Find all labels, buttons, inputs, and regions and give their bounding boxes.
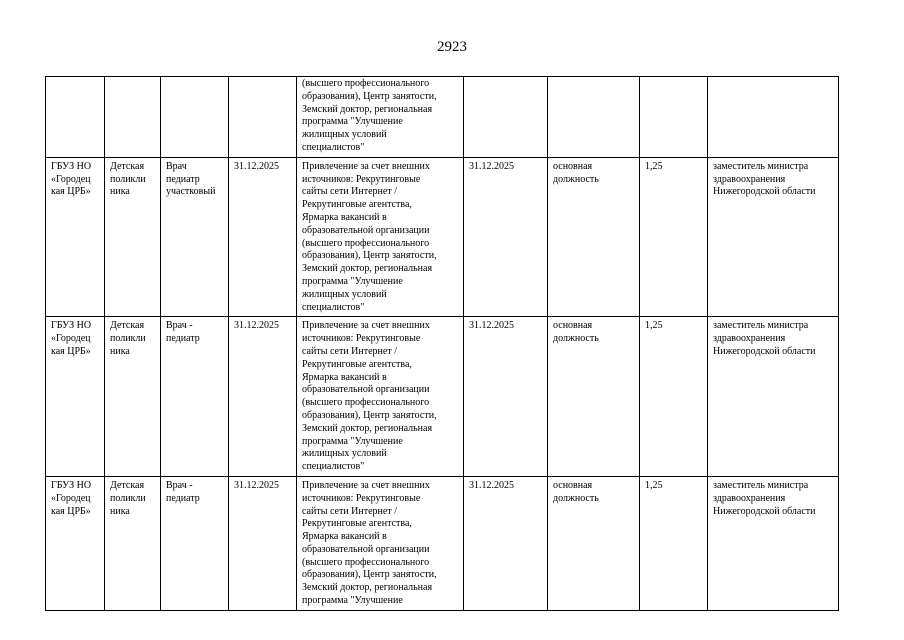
method-line: Привлечение за счет внешних (302, 320, 430, 332)
method-line: Земский доктор, региональная (302, 422, 433, 434)
org-line: кая ЦРБ» (51, 186, 91, 198)
cell-deadline (464, 77, 548, 158)
method-line: Рекрутинговые агентства, (302, 199, 412, 211)
cell-position (161, 77, 229, 158)
method-line: образовательной организации (302, 543, 430, 555)
cell-rate: 1,25 (640, 317, 708, 477)
method-line: Рекрутинговые агентства, (302, 518, 412, 530)
position-line: педиатр (166, 492, 200, 504)
cell-org (46, 317, 105, 477)
method-line: программа "Улучшение (302, 435, 403, 447)
responsible-line: здравоохранения (713, 333, 786, 345)
responsible-line: заместитель министра (713, 320, 809, 332)
table-row-continuation (46, 77, 839, 158)
cell-method (297, 317, 464, 477)
method-line: (высшего профессионального (302, 237, 430, 249)
method-line: сайты сети Интернет / (302, 345, 397, 357)
position-line: участковый (166, 186, 216, 198)
method-line: специалистов" (302, 141, 365, 153)
cell-dept (105, 317, 161, 477)
org-line: ГБУЗ НО (51, 160, 92, 172)
cell-dept (105, 157, 161, 317)
cell-org (46, 157, 105, 317)
cell-job-type (548, 77, 640, 158)
cell-rate (640, 77, 708, 158)
cell-responsible (708, 476, 839, 610)
cell-dept (105, 77, 161, 158)
cell-date: 31.12.2025 (229, 317, 297, 477)
cell-position (161, 317, 229, 477)
cell-position (161, 476, 229, 610)
dept-line: ника (110, 186, 130, 198)
org-line: ГБУЗ НО (51, 320, 92, 332)
responsible-line: заместитель министра (713, 479, 809, 491)
org-line: «Городец (51, 333, 91, 345)
method-line: (высшего профессионального (302, 556, 430, 568)
cell-date: 31.12.2025 (229, 157, 297, 317)
cell-job-type (548, 476, 640, 610)
method-line: Земский доктор, региональная (302, 582, 433, 594)
method-line: программа "Улучшение (302, 595, 403, 607)
page-number: 2923 (437, 39, 467, 55)
cell-deadline: 31.12.2025 (464, 476, 548, 610)
responsible-line: Нижегородской области (713, 186, 816, 198)
table-row (46, 157, 839, 317)
cell-deadline: 31.12.2025 (464, 157, 548, 317)
cell-method (297, 157, 464, 317)
dept-line: поликли (110, 173, 146, 185)
dept-line: Детская (110, 479, 145, 491)
method-line: источников: Рекрутинговые (302, 492, 421, 504)
cell-responsible (708, 77, 839, 158)
method-line: Привлечение за счет внешних (302, 479, 430, 491)
method-line: источников: Рекрутинговые (302, 333, 421, 345)
cell-responsible (708, 317, 839, 477)
method-line: Ярмарка вакансий в (302, 211, 387, 223)
job-type-line: должность (553, 333, 599, 345)
method-line: сайты сети Интернет / (302, 186, 397, 198)
cell-org (46, 476, 105, 610)
org-line: кая ЦРБ» (51, 345, 91, 357)
table-row (46, 476, 839, 610)
position-line: Врач - (166, 479, 193, 491)
method-line: (высшего профессионального (302, 397, 430, 409)
method-line: жилищных условий (302, 288, 387, 300)
method-line: образования), Центр занятости, (302, 409, 437, 421)
cell-date: 31.12.2025 (229, 476, 297, 610)
method-line: образования), Центр занятости, (302, 569, 437, 581)
job-type-line: должность (553, 173, 599, 185)
job-type-line: основная (553, 160, 593, 172)
dept-line: поликли (110, 333, 146, 345)
job-type-line: должность (553, 492, 599, 504)
method-line: Земский доктор, региональная (302, 263, 433, 275)
dept-line: Детская (110, 320, 145, 332)
method-line: Ярмарка вакансий в (302, 371, 387, 383)
method-line: образовательной организации (302, 224, 430, 236)
cell-dept (105, 476, 161, 610)
cell-method (297, 77, 464, 158)
org-line: «Городец (51, 492, 91, 504)
staffing-plan-table (45, 76, 839, 611)
method-line: специалистов" (302, 301, 365, 313)
cell-deadline: 31.12.2025 (464, 317, 548, 477)
method-line: Ярмарка вакансий в (302, 531, 387, 543)
org-line: ГБУЗ НО (51, 479, 92, 491)
method-line: сайты сети Интернет / (302, 505, 397, 517)
method-line: Привлечение за счет внешних (302, 160, 430, 172)
method-line: образования), Центр занятости, (302, 250, 437, 262)
method-line: жилищных условий (302, 448, 387, 460)
position-line: Врач (166, 160, 187, 172)
method-line: программа "Улучшение (302, 116, 403, 128)
responsible-line: Нижегородской области (713, 345, 816, 357)
org-line: кая ЦРБ» (51, 505, 91, 517)
position-line: педиатр (166, 333, 200, 345)
cell-method (297, 476, 464, 610)
cell-responsible (708, 157, 839, 317)
method-line: образовательной организации (302, 384, 430, 396)
responsible-line: здравоохранения (713, 173, 786, 185)
cell-job-type (548, 157, 640, 317)
method-line: специалистов" (302, 461, 365, 473)
method-line: Рекрутинговые агентства, (302, 358, 412, 370)
method-line: программа "Улучшение (302, 275, 403, 287)
responsible-line: заместитель министра (713, 160, 809, 172)
method-line: Земский доктор, региональная (302, 103, 433, 115)
table-body (46, 77, 839, 611)
dept-line: Детская (110, 160, 145, 172)
method-line: образования), Центр занятости, (302, 90, 437, 102)
job-type-line: основная (553, 320, 593, 332)
cell-position (161, 157, 229, 317)
cell-rate: 1,25 (640, 157, 708, 317)
org-line: «Городец (51, 173, 91, 185)
position-line: Врач - (166, 320, 193, 332)
method-line: жилищных условий (302, 129, 387, 141)
table-row (46, 317, 839, 477)
cell-date (229, 77, 297, 158)
responsible-line: Нижегородской области (713, 505, 816, 517)
dept-line: поликли (110, 492, 146, 504)
method-line: (высшего профессионального (302, 78, 430, 89)
job-type-line: основная (553, 479, 593, 491)
dept-line: ника (110, 345, 130, 357)
position-line: педиатр (166, 173, 200, 185)
cell-org (46, 77, 105, 158)
cell-job-type (548, 317, 640, 477)
cell-rate: 1,25 (640, 476, 708, 610)
method-line: источников: Рекрутинговые (302, 173, 421, 185)
responsible-line: здравоохранения (713, 492, 786, 504)
dept-line: ника (110, 505, 130, 517)
